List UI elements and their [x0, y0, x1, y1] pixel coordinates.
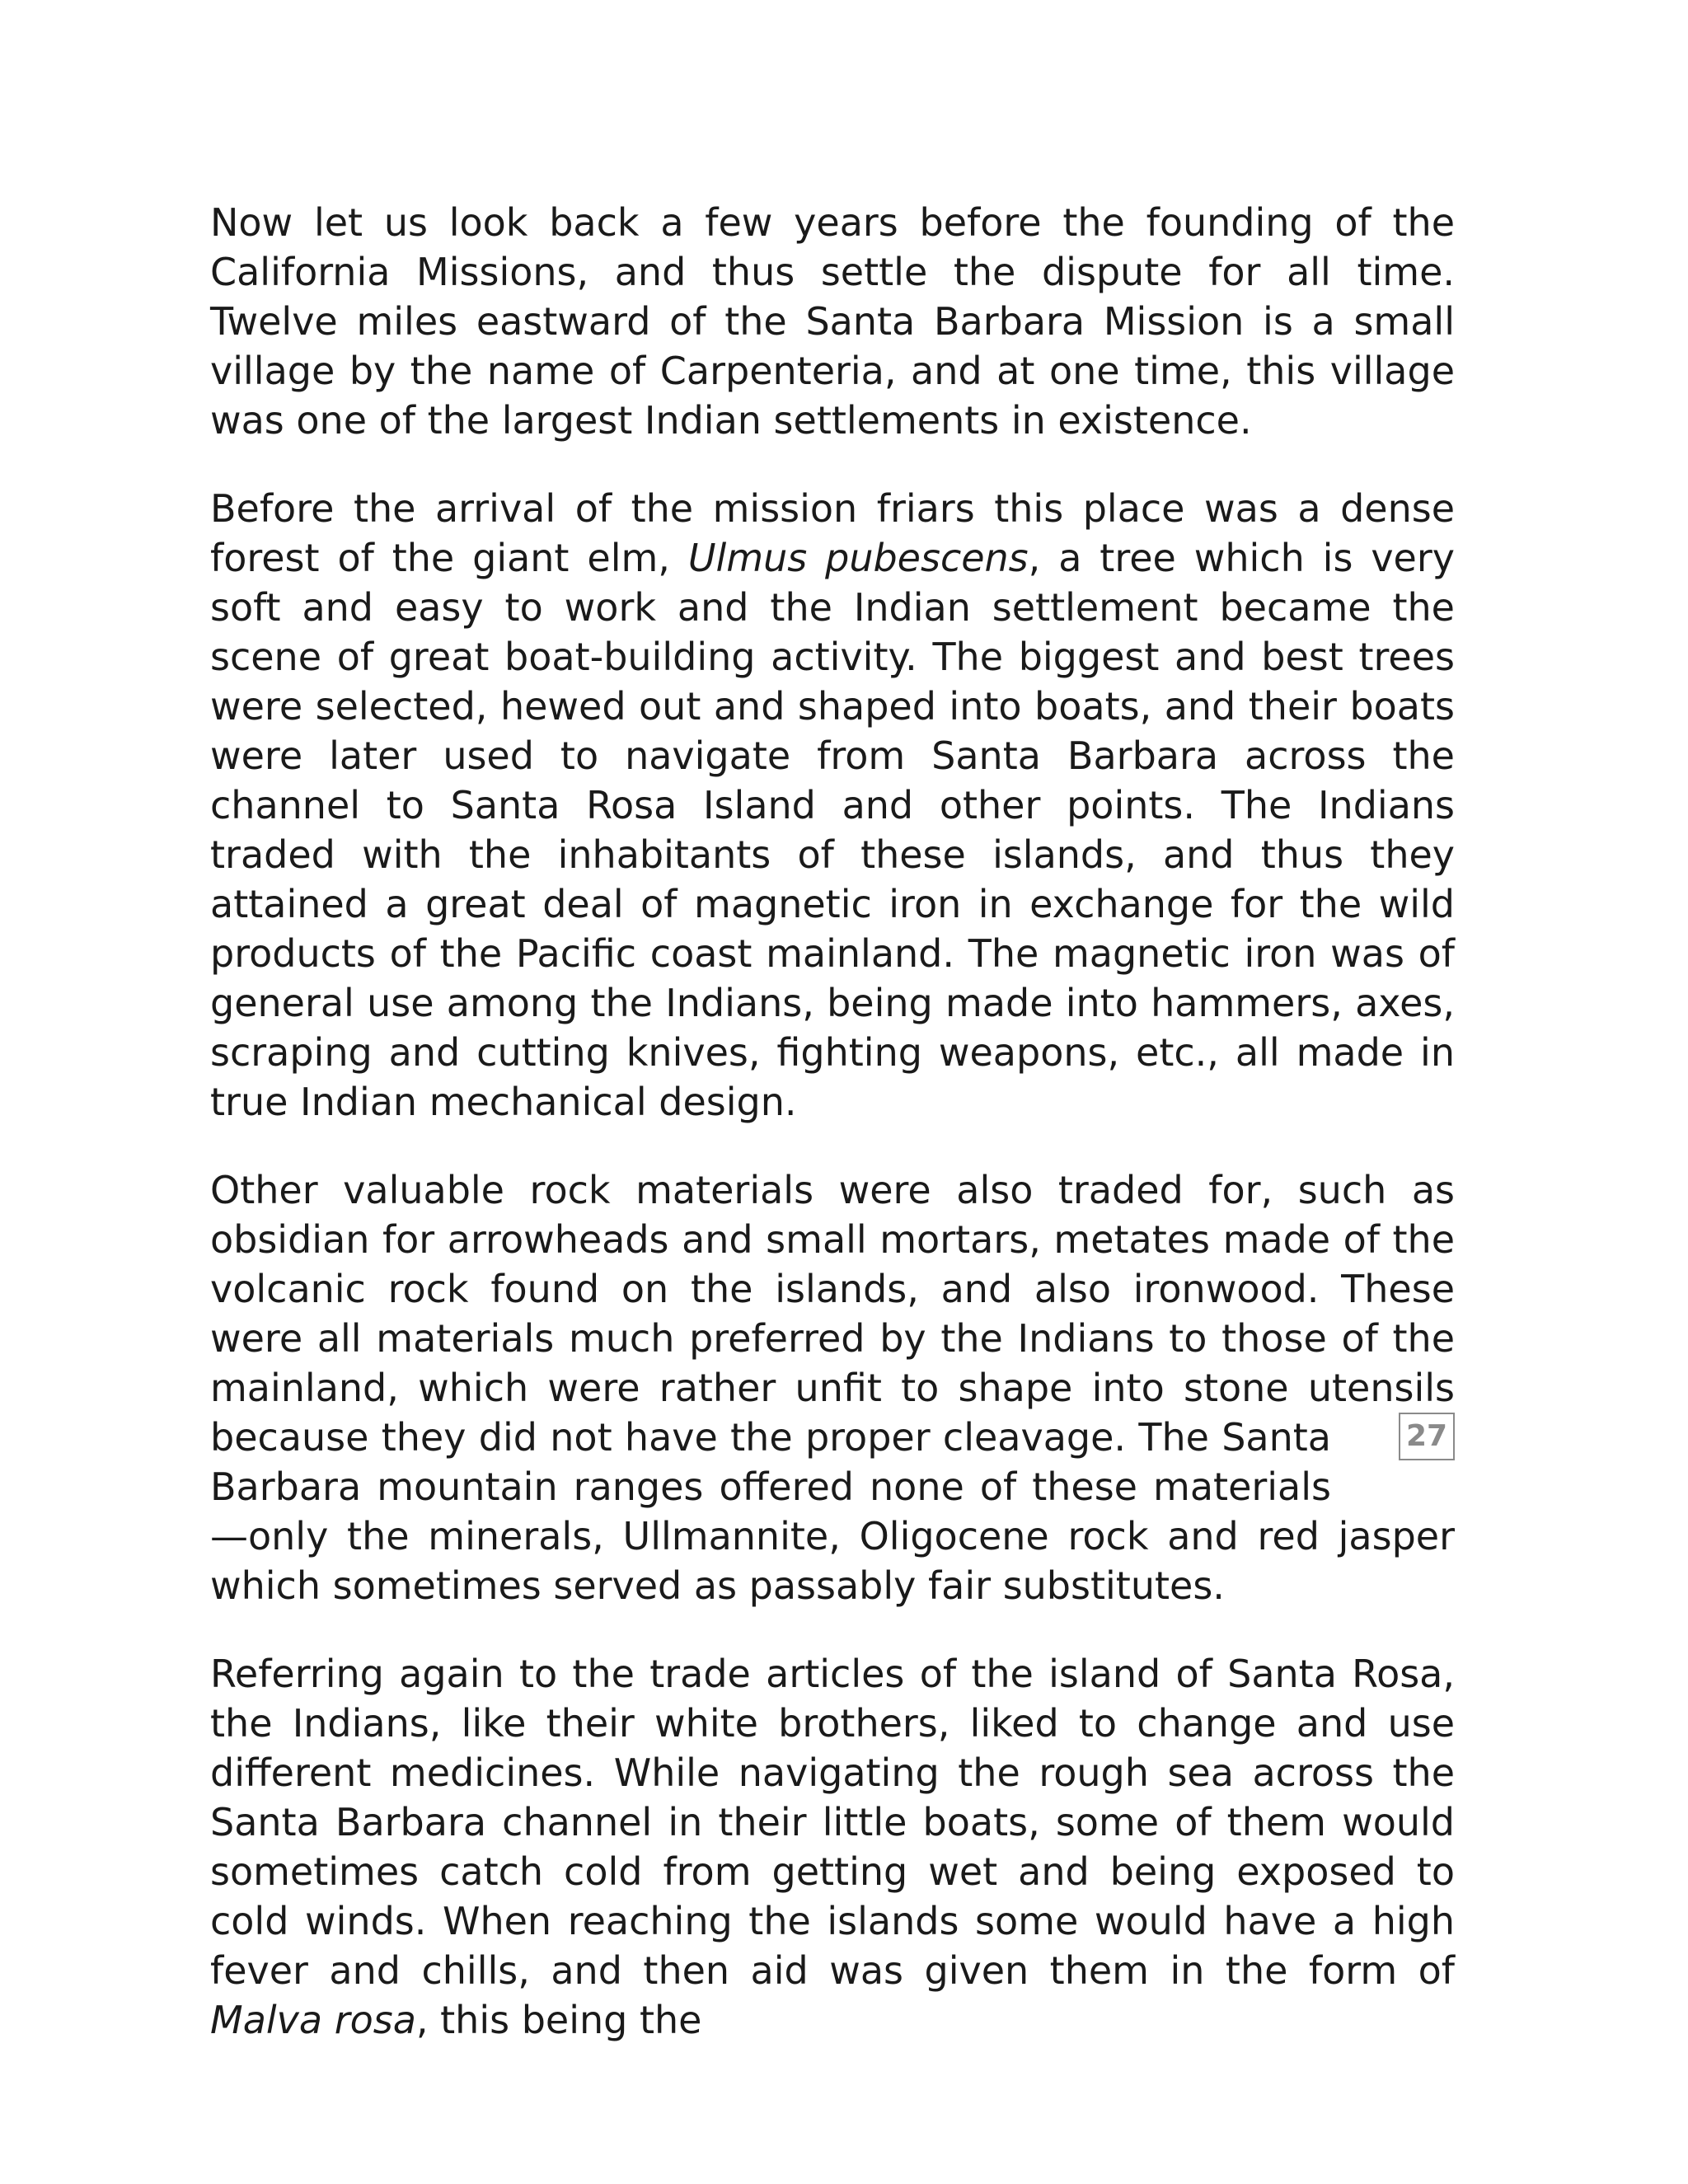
paragraph-2-text-b: , a tree which is very soft and easy to work and the Indian settlement became the scene of great boat-building activity. The biggest and best trees were selected, hewed out and shaped into boats, and their boats were later used to navigate from Santa Barbara across the channel to Santa Rosa Island and other points. The Indians traded with the inhabitants of these islands, and thus they attained a great deal of magnetic iron in exchange for the wild products of the Pacific coast mainland. The magnetic iron was of general use among the Indians, being made into hammers, axes, scraping and cutting knives, fighting weapons, etc., all made in true Indian mechanical design.	[210, 536, 1455, 1124]
paragraph-4-text-a: Referring again to the trade articles of the island of Santa Rosa, the Indians, like their white brothers, liked to change and use different medicines. While navigating the rough sea across the Santa Barbara channel in their little boats, some of them would sometimes catch cold from getting wet and being exposed to cold winds. When reaching the islands some would have a high fever and chills, and then aid was given them in the form of	[210, 1652, 1455, 1993]
paragraph-4	[210, 1649, 1455, 2045]
paragraph-1-text: Now let us look back a few years before the founding of the California Missions, and thus settle the dispute for all time. Twelve miles eastward of the Santa Barbara Mission is a small village by the name of Carpenteria, and at one time, this village was one of the largest Indian settlements in existence.	[210, 200, 1455, 443]
page-number-area	[1348, 1413, 1455, 1510]
page-body	[210, 198, 1455, 2083]
species-name-malva: Malva rosa	[210, 1998, 416, 2042]
species-name-ulmus: Ulmus pubescens	[687, 536, 1029, 580]
paragraph-4-text-b: , this being the	[415, 1998, 702, 2042]
paragraph-2-text-a: Before the arrival of the mission friars this place was a dense forest of the giant elm,	[210, 486, 1455, 580]
paragraph-2	[210, 484, 1455, 1127]
paragraph-3	[210, 1165, 1455, 1610]
page-number: 27	[1399, 1413, 1455, 1460]
paragraph-3-text: Other valuable rock materials were also traded for, such as obsidian for arrowheads and small mortars, metates made of the volcanic rock found on the islands, and also ironwood. These were all materials much preferred by the Indians to those of the mainland, which were rather unfit to shape into stone utensils because they did not have the proper cleavage. The Santa Barbara mountain ranges offered none of these materials—only the minerals, Ullmannite, Oligocene rock and red jasper which sometimes served as passably fair substitutes.	[210, 1168, 1455, 1608]
paragraph-1	[210, 198, 1455, 445]
